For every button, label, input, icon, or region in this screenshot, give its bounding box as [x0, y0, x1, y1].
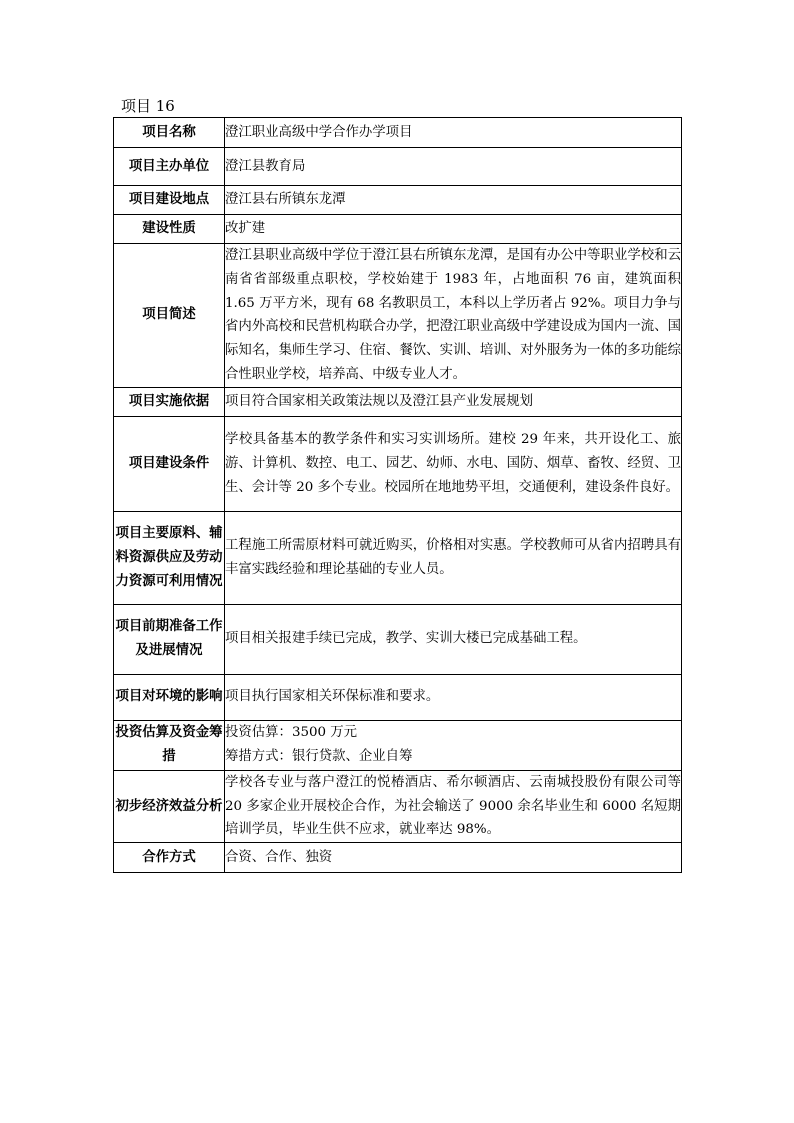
value-line: 学校各专业与落户澄江的悦椿酒店、希尔顿酒店、云南城投股份有限公司等 20 多家企业开展校企合作，为社会输送了 9000 余名毕业生和 6000 名短期培训学员，毕业生供不应求，就业率达 98%。: [225, 774, 681, 838]
value-line: 项目相关报建手续已完成，教学、实训大楼已完成基础工程。: [225, 631, 587, 647]
table-row: [114, 215, 682, 244]
row-value: [225, 770, 682, 842]
value-line: 澄江县右所镇东龙潭: [225, 192, 346, 208]
table-row: [114, 387, 682, 416]
table-row: [114, 416, 682, 511]
row-value: [225, 843, 682, 873]
table-row: [114, 843, 682, 873]
row-value: [225, 604, 682, 674]
value-line: 项目执行国家相关环保标准和要求。: [225, 689, 440, 705]
row-label: 项目对环境的影响: [114, 674, 225, 720]
row-value: [225, 148, 682, 186]
table-row: [114, 186, 682, 215]
table-row: [114, 244, 682, 388]
row-value: [225, 511, 682, 604]
row-value: [225, 720, 682, 770]
table-row: [114, 148, 682, 186]
value-line: 改扩建: [225, 221, 266, 237]
row-label: 项目前期准备工作及进展情况: [114, 604, 225, 674]
value-line: 澄江职业高级中学合作办学项目: [225, 124, 413, 140]
table-row: [114, 511, 682, 604]
row-label: 项目实施依据: [114, 387, 225, 416]
value-line: 澄江县职业高级中学位于澄江县右所镇东龙潭，是国有办公中等职业学校和云南省省部级重点职校，学校始建于 1983 年，占地面积 76 亩，建筑面积 1.65 万平方米，现有 68 名教职员工，本科以上学历者占 92%。项目力争与省内外高校和民营机构联合办学，把澄江职业高级中学建设成为国内一流、国际知名，集师生学习、住宿、餐饮、实训、培训、对外服务为一体的多功能综合性职业学校，培养高、中级专业人才。: [225, 248, 681, 382]
row-label: 初步经济效益分析: [114, 770, 225, 842]
value-line: 合资、合作、独资: [225, 849, 333, 865]
row-value: [225, 118, 682, 148]
row-label: 项目建设地点: [114, 186, 225, 215]
row-value: [225, 244, 682, 388]
row-label: 项目建设条件: [114, 416, 225, 511]
table-row: [114, 118, 682, 148]
value-line: 项目符合国家相关政策法规以及澄江县产业发展规划: [225, 393, 533, 409]
row-label: 投资估算及资金筹措: [114, 720, 225, 770]
row-value: [225, 387, 682, 416]
value-line: 学校具备基本的教学条件和实习实训场所。建校 29 年来，共开设化工、旅游、计算机、数控、电工、园艺、幼师、水电、国防、烟草、畜牧、经贸、卫生、会计等 20 多个专业。校园所在地地势平坦，交通便利，建设条件良好。: [225, 432, 681, 495]
table-row: [114, 674, 682, 720]
table-row: [114, 604, 682, 674]
value-line: 筹措方式：银行贷款、企业自筹: [225, 749, 413, 765]
value-line: 投资估算：3500 万元: [225, 725, 358, 741]
project-info-table: [113, 117, 682, 873]
row-value: [225, 674, 682, 720]
value-line: 工程施工所需原材料可就近购买，价格相对实惠。学校教师可从省内招聘具有丰富实践经验和理论基础的专业人员。: [225, 537, 681, 577]
table-row: [114, 720, 682, 770]
row-label: 建设性质: [114, 215, 225, 244]
project-number-heading: 项目 16: [121, 97, 175, 115]
row-label: 合作方式: [114, 843, 225, 873]
row-value: [225, 416, 682, 511]
row-value: [225, 186, 682, 215]
row-value: [225, 215, 682, 244]
row-label: 项目主要原料、辅料资源供应及劳动力资源可利用情况: [114, 511, 225, 604]
row-label: 项目名称: [114, 118, 225, 148]
row-label: 项目主办单位: [114, 148, 225, 186]
table-row: [114, 770, 682, 842]
row-label: 项目简述: [114, 244, 225, 388]
value-line: 澄江县教育局: [225, 158, 306, 174]
